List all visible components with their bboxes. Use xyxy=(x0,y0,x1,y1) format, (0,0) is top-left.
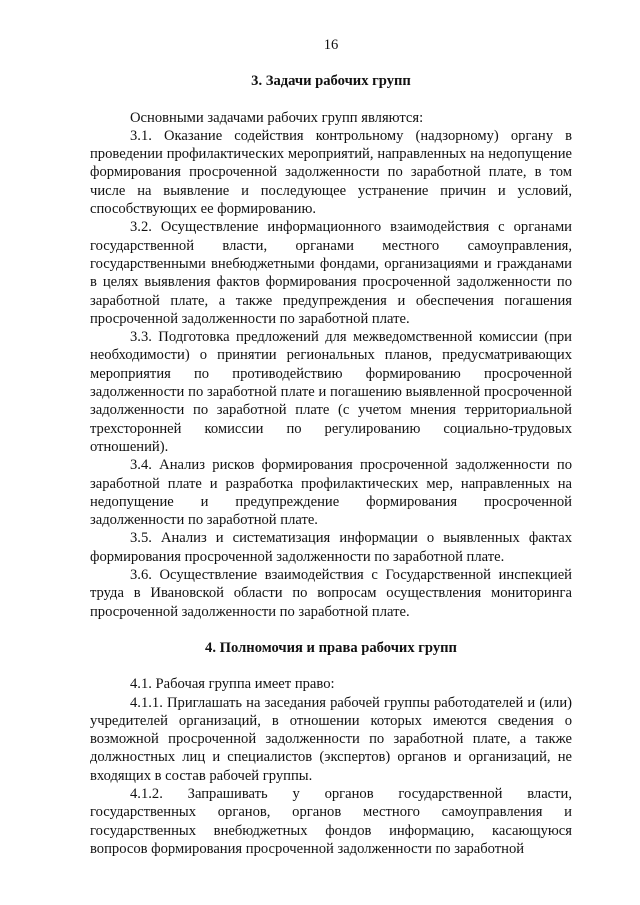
section-3-title: 3. Задачи рабочих групп xyxy=(251,73,411,90)
section-3-paragraph-3-6: 3.6. Осуществление взаимодействия с Государственной инспекцией труда в Ивановской области по вопросам осуществления мониторинга просроченной задолженности по заработной плате. xyxy=(90,567,572,620)
document-page xyxy=(90,36,572,858)
section-4-paragraph-4-1-2: 4.1.2. Запрашивать у органов государственной власти, государственных органов, органов местного самоуправления и государственных внебюджетных фондов информацию, касающуюся вопросов формирования просроченной задолженности по заработной xyxy=(90,785,572,857)
section-3-paragraph-intro: Основными задачами рабочих групп являются: xyxy=(130,109,424,126)
section-4-paragraph-4-1-1: 4.1.1. Приглашать на заседания рабочей группы работодателей и (или) учредителей организаций, в отношении которых имеются сведения о возможной просроченной задолженности по заработной плате, а также должностных лиц и специалистов (экспертов) органов и организаций, не входящих в состав рабочей группы. xyxy=(90,694,572,784)
section-3-paragraph-3-3: 3.3. Подготовка предложений для межведомственной комиссии (при необходимости) о принятии региональных планов, предусматривающих мероприятия по противодействию формированию просроченной задолженности по заработной плате и погашению выявленной просроченной задолженности по заработной плате (с учетом мнения территориальной трехсторонней комиссии по регулированию социально-трудовых отношений). xyxy=(90,329,572,455)
section-3-paragraph-3-1: 3.1. Оказание содействия контрольному (надзорному) органу в проведении профилактических мероприятий, направленных на недопущение формирования просроченной задолженности по заработной плате, в том числе на выявление и последующее устранение причин и условий, способствующих ее формированию. xyxy=(90,127,572,218)
section-4-title: 4. Полномочия и права рабочих групп xyxy=(205,639,457,656)
page-number: 16 xyxy=(323,37,339,53)
section-3-paragraph-3-4: 3.4. Анализ рисков формирования просроченной задолженности по заработной плате и разработка профилактических мер, направленных на недопущение и предупреждение формирования просроченной задолженности по заработной плате. xyxy=(90,457,572,529)
section-4-paragraph-4-1: 4.1. Рабочая группа имеет право: xyxy=(130,676,335,693)
section-3-paragraph-3-5: 3.5. Анализ и систематизация информации о выявленных фактах формирования просроченной задолженности по заработной плате. xyxy=(90,530,572,565)
section-3-paragraph-3-2: 3.2. Осуществление информационного взаимодействия с органами государственной власти, органами местного самоуправления, государственными внебюджетными фондами, организациями и гражданами в целях выявления фактов формирования просроченной задолженности по заработной плате, а также предупреждения и обеспечения погашения просроченной задолженности по заработной плате. xyxy=(90,219,572,327)
